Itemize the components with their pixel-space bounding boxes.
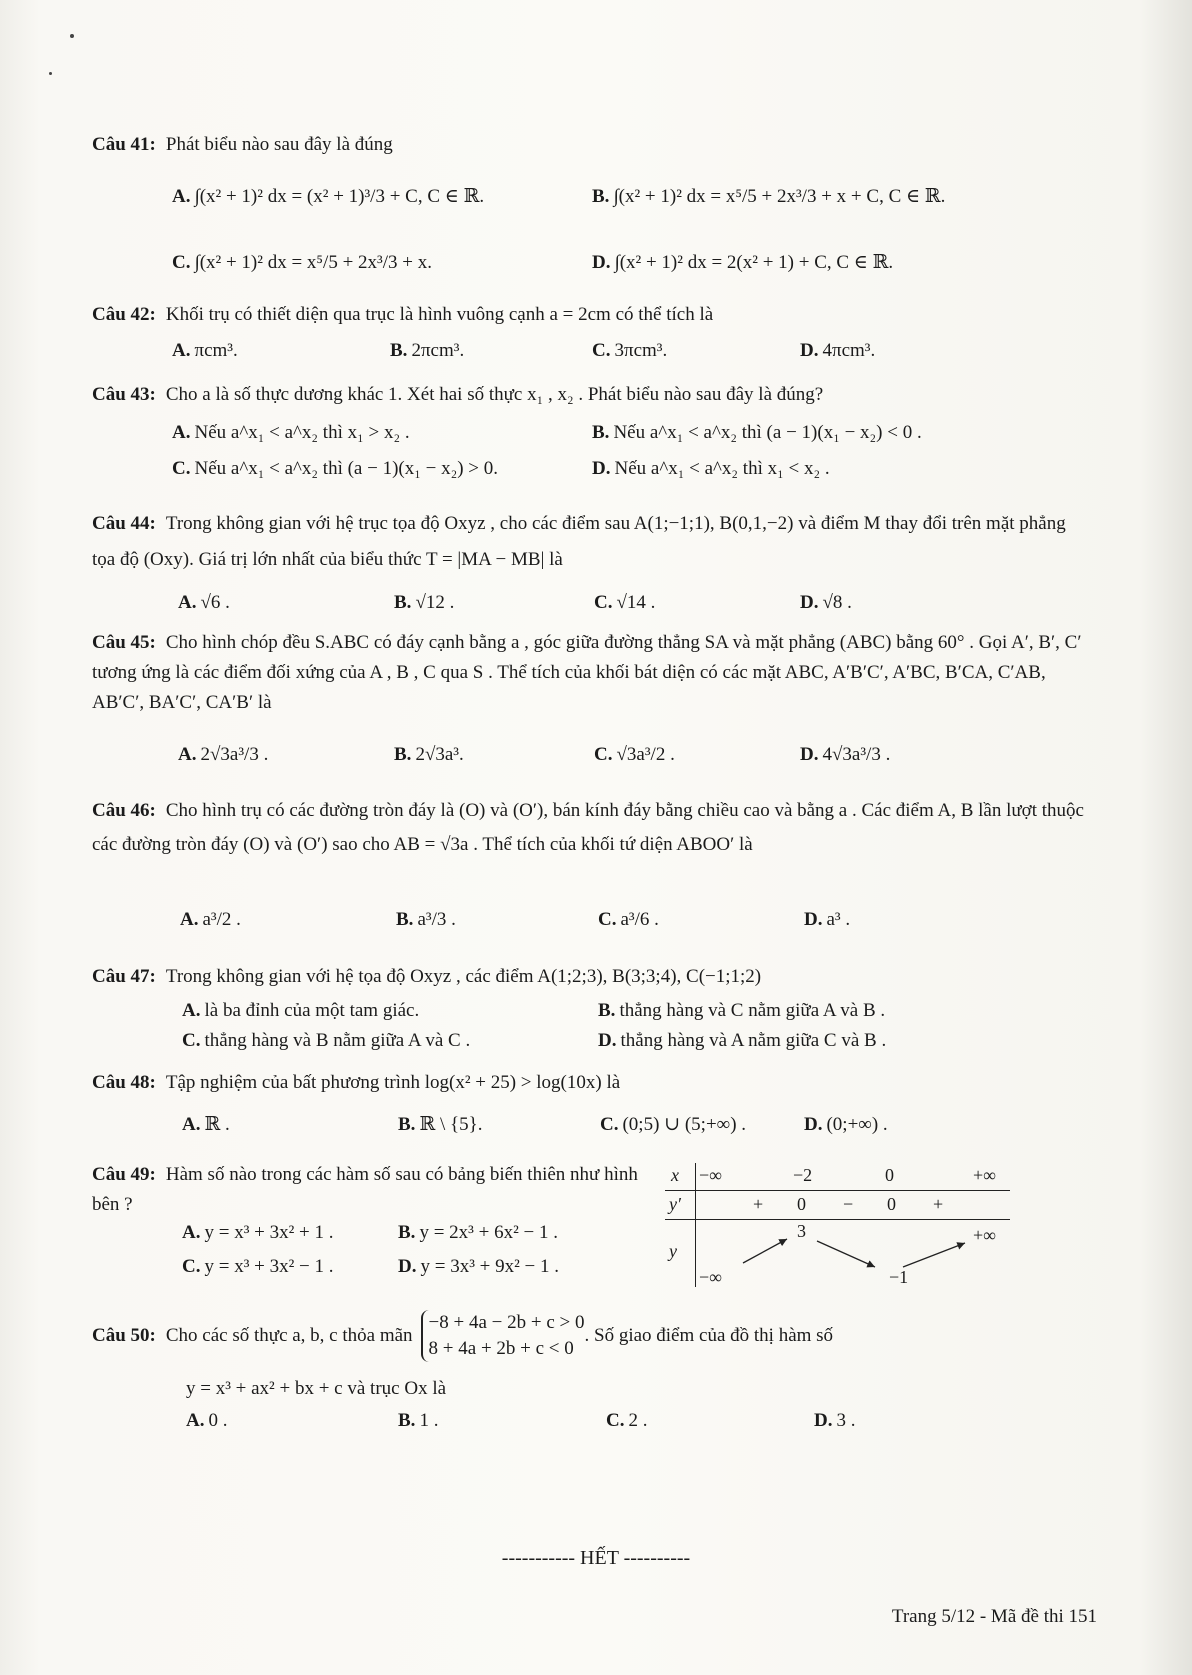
- option-letter: A.: [172, 422, 191, 443]
- question-stem: Hàm số nào trong các hàm số sau có bảng biến thiên như hình bên ?: [92, 1164, 638, 1215]
- question-43: [92, 380, 1092, 410]
- question-label: Câu 47:: [92, 966, 156, 987]
- option-letter: D.: [800, 744, 819, 765]
- question-stem: Cho hình trụ có các đường tròn đáy là (O) và (O′), bán kính đáy bằng chiều cao và bằng a . Các điểm A, B lần lượt thuộc các đường tròn đáy (O) và (O′) sao cho AB = √3a . Thể tích của khối tứ diện ABOO′ là: [92, 800, 1084, 855]
- option-letter: A.: [178, 744, 197, 765]
- q45-options: [0, 740, 1192, 774]
- option-d[interactable]: [800, 336, 875, 366]
- option-text: ∫(x² + 1)² dx = (x² + 1)³/3 + C, C ∈ ℝ.: [194, 186, 485, 207]
- option-b[interactable]: [598, 996, 885, 1026]
- scan-speck: [70, 34, 74, 38]
- variation-arrows: [665, 1163, 1010, 1287]
- option-text: 4√3a³/3 .: [822, 744, 891, 765]
- option-letter: A.: [180, 909, 199, 930]
- question-label: Câu 41:: [92, 134, 156, 155]
- option-letter: B.: [398, 1222, 416, 1243]
- scan-speck: [49, 72, 52, 75]
- question-stem: Khối trụ có thiết diện qua trục là hình vuông cạnh a = 2cm có thể tích là: [165, 304, 714, 325]
- option-text: √3a³/2 .: [616, 744, 675, 765]
- option-b[interactable]: [398, 1218, 558, 1248]
- variation-table: [665, 1163, 1010, 1287]
- option-a[interactable]: [178, 740, 268, 770]
- question-label: Câu 42:: [92, 304, 156, 325]
- q42-options: [0, 336, 1192, 370]
- question-48: [92, 1068, 1092, 1098]
- option-letter: B.: [398, 1410, 416, 1431]
- option-letter: A.: [182, 1000, 201, 1021]
- sign-value: −: [843, 1194, 854, 1214]
- arrow-up: [903, 1243, 965, 1267]
- option-b[interactable]: [394, 740, 464, 770]
- option-a[interactable]: [186, 1406, 227, 1436]
- sign-value: +: [933, 1194, 944, 1214]
- option-letter: C.: [594, 744, 613, 765]
- q50-options: [0, 1406, 1192, 1440]
- question-label: Câu 48:: [92, 1072, 156, 1093]
- option-d[interactable]: [592, 248, 893, 278]
- y-label: y: [669, 1241, 677, 1261]
- option-text: y = x³ + 3x² + 1 .: [204, 1222, 334, 1243]
- y-value: −1: [889, 1267, 909, 1287]
- option-text: a³/2 .: [202, 909, 241, 930]
- inequality-system: [421, 1310, 585, 1362]
- option-a[interactable]: [178, 588, 230, 618]
- y-value: 3: [797, 1221, 806, 1241]
- option-letter: D.: [804, 909, 823, 930]
- question-stem: Tập nghiệm của bất phương trình log(x² + 25) > log(10x) là: [165, 1072, 621, 1093]
- option-text: y = x³ + 3x² − 1 .: [204, 1256, 334, 1277]
- option-b[interactable]: [394, 588, 454, 618]
- option-b[interactable]: [390, 336, 464, 366]
- option-b[interactable]: [396, 905, 456, 935]
- option-c[interactable]: [172, 248, 432, 278]
- question-47: [92, 962, 1092, 992]
- option-letter: D.: [598, 1030, 617, 1051]
- option-letter: D.: [814, 1410, 833, 1431]
- q49-options-row2: [0, 1252, 660, 1282]
- yprime-label: y′: [669, 1194, 681, 1214]
- option-letter: B.: [396, 909, 414, 930]
- option-text: Nếu a^x₁ < a^x₂ thì x₁ > x₂ .: [194, 422, 410, 443]
- option-text: √8 .: [822, 592, 852, 613]
- option-text: Nếu a^x₁ < a^x₂ thì (a − 1)(x₁ − x₂) < 0 .: [613, 422, 922, 443]
- question-stem: Cho các số thực a, b, c thỏa mãn: [165, 1325, 413, 1346]
- option-c[interactable]: [594, 740, 675, 770]
- option-letter: D.: [592, 252, 611, 273]
- option-text: √12 .: [415, 592, 455, 613]
- option-text: thẳng hàng và C nằm giữa A và B .: [619, 1000, 886, 1021]
- question-41: [92, 130, 1092, 160]
- option-letter: D.: [800, 592, 819, 613]
- option-text: y = 2x³ + 6x² − 1 .: [419, 1222, 558, 1243]
- q49-options-row1: [0, 1218, 660, 1248]
- option-letter: C.: [172, 252, 191, 273]
- q46-options: [0, 905, 1192, 939]
- question-label: Câu 46:: [92, 800, 156, 821]
- option-letter: B.: [398, 1114, 416, 1135]
- option-d[interactable]: [800, 740, 890, 770]
- question-44: [92, 506, 1092, 578]
- question-49: [92, 1160, 642, 1220]
- option-letter: B.: [390, 340, 408, 361]
- question-stem: Trong không gian với hệ trục tọa độ Oxyz , cho các điểm sau A(1;−1;1), B(0,1,−2) và điểm M thay đổi trên mặt phẳng tọa độ (Oxy). Giá trị lớn nhất của biểu thức T = |MA − MB| là: [92, 513, 1066, 570]
- x-value: −∞: [699, 1165, 722, 1185]
- option-d[interactable]: [598, 1026, 886, 1056]
- option-text: 3πcm³.: [614, 340, 668, 361]
- option-letter: A.: [182, 1222, 201, 1243]
- question-label: Câu 49:: [92, 1164, 156, 1185]
- option-text: (0;5) ∪ (5;+∞) .: [622, 1114, 747, 1135]
- option-a[interactable]: [182, 1110, 230, 1140]
- question-50-line2: [186, 1374, 986, 1404]
- option-letter: B.: [598, 1000, 616, 1021]
- option-b[interactable]: [398, 1406, 438, 1436]
- question-stem: Trong không gian với hệ tọa độ Oxyz , các điểm A(1;2;3), B(3;3;4), C(−1;1;2): [165, 966, 762, 987]
- option-text: 3 .: [836, 1410, 856, 1431]
- question-stem: Cho hình chóp đều S.ABC có đáy cạnh bằng a , góc giữa đường thẳng SA và mặt phẳng (ABC) bằng 60° . Gọi A′, B′, C′ tương ứng là các điểm đối xứng của A , B , C qua S . Thể tích của khối bát diện có các mặt ABC, A′B′C′, A′BC, B′CA, C′AB, AB′C′, BA′C′, CA′B′ là: [92, 632, 1082, 713]
- option-text: ∫(x² + 1)² dx = x⁵/5 + 2x³/3 + x + C, C ∈ ℝ.: [613, 186, 946, 207]
- option-text: √14 .: [616, 592, 656, 613]
- option-letter: C.: [592, 340, 611, 361]
- option-letter: A.: [172, 340, 191, 361]
- q47-options-row2: [0, 1026, 1192, 1056]
- option-b[interactable]: [592, 182, 945, 212]
- option-letter: C.: [182, 1030, 201, 1051]
- question-stem: Cho a là số thực dương khác 1. Xét hai số thực x₁ , x₂ . Phát biểu nào sau đây là đúng?: [165, 384, 824, 405]
- option-text: a³ .: [826, 909, 851, 930]
- option-letter: D.: [592, 458, 611, 479]
- question-46: [92, 794, 1092, 862]
- option-a[interactable]: [180, 905, 241, 935]
- option-letter: C.: [594, 592, 613, 613]
- option-d[interactable]: [814, 1406, 855, 1436]
- option-text: 4πcm³.: [822, 340, 876, 361]
- option-text: thẳng hàng và A nằm giữa C và B .: [620, 1030, 887, 1051]
- page-footer: Trang 5/12 - Mã đề thi 151: [891, 1606, 1097, 1627]
- option-letter: A.: [182, 1114, 201, 1135]
- option-a[interactable]: [182, 1218, 334, 1248]
- sign-value: +: [753, 1194, 764, 1214]
- option-text: 2√3a³.: [415, 744, 464, 765]
- question-label: Câu 45:: [92, 632, 156, 653]
- question-stem-cont: . Số giao điểm của đồ thị hàm số: [584, 1325, 834, 1346]
- option-text: 0 .: [208, 1410, 228, 1431]
- question-50: [92, 1310, 1092, 1362]
- option-b[interactable]: [398, 1110, 483, 1140]
- q43-options-row1: [0, 418, 1192, 452]
- option-text: ℝ \ {5}.: [419, 1114, 483, 1135]
- option-letter: D.: [800, 340, 819, 361]
- q41-options-row2: [0, 240, 1192, 300]
- option-letter: B.: [394, 592, 412, 613]
- option-letter: D.: [804, 1114, 823, 1135]
- option-text: πcm³.: [194, 340, 238, 361]
- y-value: +∞: [973, 1225, 996, 1245]
- option-b[interactable]: [592, 418, 922, 448]
- question-stem-cont: y = x³ + ax² + bx + c và trục Ox là: [186, 1378, 447, 1399]
- option-d[interactable]: [398, 1252, 559, 1282]
- option-text: a³/6 .: [620, 909, 659, 930]
- option-c[interactable]: [182, 1026, 470, 1056]
- x-value: +∞: [973, 1165, 996, 1185]
- x-label: x: [671, 1165, 679, 1185]
- x-value: −2: [793, 1165, 813, 1185]
- q48-options: [0, 1110, 1192, 1144]
- option-letter: C.: [598, 909, 617, 930]
- option-d[interactable]: [804, 1110, 888, 1140]
- option-c[interactable]: [594, 588, 655, 618]
- option-text: 2πcm³.: [411, 340, 465, 361]
- question-label: Câu 43:: [92, 384, 156, 405]
- option-c[interactable]: [600, 1110, 746, 1140]
- option-letter: B.: [394, 744, 412, 765]
- option-text: 1 .: [419, 1410, 439, 1431]
- option-letter: B.: [592, 186, 610, 207]
- option-c[interactable]: [598, 905, 659, 935]
- option-text: ∫(x² + 1)² dx = x⁵/5 + 2x³/3 + x.: [194, 252, 432, 273]
- x-value: 0: [885, 1165, 894, 1185]
- option-letter: A.: [172, 186, 191, 207]
- q43-options-row2: [0, 454, 1192, 488]
- option-text: y = 3x³ + 9x² − 1 .: [420, 1256, 560, 1277]
- option-text: thẳng hàng và B nằm giữa A và C .: [204, 1030, 471, 1051]
- y-value: −∞: [699, 1267, 722, 1287]
- option-a[interactable]: [172, 336, 238, 366]
- option-c[interactable]: [172, 454, 498, 484]
- arrow-down: [817, 1241, 875, 1267]
- question-stem: Phát biểu nào sau đây là đúng: [165, 134, 393, 155]
- option-letter: C.: [182, 1256, 201, 1277]
- sign-value: 0: [887, 1194, 896, 1214]
- q47-options-row1: [0, 996, 1192, 1026]
- q41-options-row1: [0, 172, 1192, 232]
- question-label: Câu 50:: [92, 1325, 156, 1346]
- option-text: là ba đỉnh của một tam giác.: [204, 1000, 420, 1021]
- option-text: √6 .: [200, 592, 230, 613]
- option-d[interactable]: [804, 905, 850, 935]
- option-text: 2√3a³/3 .: [200, 744, 269, 765]
- option-text: ℝ .: [204, 1114, 230, 1135]
- option-letter: A.: [186, 1410, 205, 1431]
- option-letter: C.: [606, 1410, 625, 1431]
- option-letter: B.: [592, 422, 610, 443]
- sign-value: 0: [797, 1194, 806, 1214]
- option-d[interactable]: [592, 454, 830, 484]
- question-45: [92, 628, 1092, 718]
- arrow-up: [743, 1239, 787, 1263]
- option-letter: A.: [178, 592, 197, 613]
- option-a[interactable]: [182, 996, 419, 1026]
- q44-options: [0, 588, 1192, 622]
- end-marker: ----------- HẾT ----------: [501, 1547, 691, 1569]
- option-text: 2 .: [628, 1410, 648, 1431]
- option-c[interactable]: [182, 1252, 334, 1282]
- question-label: Câu 44:: [92, 513, 156, 534]
- option-c[interactable]: [592, 336, 667, 366]
- question-42: [92, 300, 1092, 330]
- option-text: Nếu a^x₁ < a^x₂ thì x₁ < x₂ .: [614, 458, 830, 479]
- option-letter: C.: [600, 1114, 619, 1135]
- inequality-1: −8 + 4a − 2b + c > 0: [428, 1312, 585, 1333]
- option-text: Nếu a^x₁ < a^x₂ thì (a − 1)(x₁ − x₂) > 0.: [194, 458, 498, 479]
- option-text: ∫(x² + 1)² dx = 2(x² + 1) + C, C ∈ ℝ.: [614, 252, 894, 273]
- option-text: a³/3 .: [417, 909, 456, 930]
- option-letter: C.: [172, 458, 191, 479]
- option-c[interactable]: [606, 1406, 647, 1436]
- option-letter: D.: [398, 1256, 417, 1277]
- option-text: (0;+∞) .: [826, 1114, 888, 1135]
- option-a[interactable]: [172, 418, 410, 448]
- inequality-2: 8 + 4a + 2b + c < 0: [428, 1338, 574, 1359]
- option-a[interactable]: [172, 182, 484, 212]
- option-d[interactable]: [800, 588, 852, 618]
